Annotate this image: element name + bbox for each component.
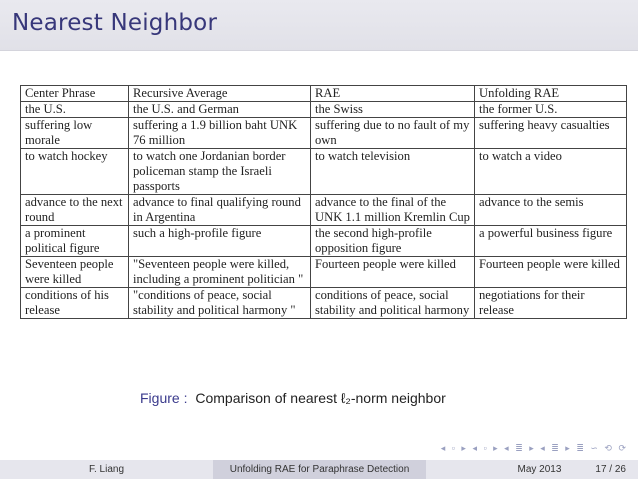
footer-date-page bbox=[426, 460, 638, 479]
table-cell: the U.S. bbox=[21, 102, 129, 118]
table-cell: Fourteen people were killed bbox=[475, 257, 627, 288]
table-cell: advance to the semis bbox=[475, 195, 627, 226]
table-header-row bbox=[21, 86, 627, 102]
table-row bbox=[21, 288, 627, 319]
table-cell: advance to final qualifying round in Argentina bbox=[129, 195, 311, 226]
table-row bbox=[21, 149, 627, 195]
table-cell: the U.S. and German bbox=[129, 102, 311, 118]
table-cell: to watch one Jordanian border policeman stamp the Israeli passports bbox=[129, 149, 311, 195]
footer-date: May 2013 bbox=[517, 464, 562, 475]
footer-author: F. Liang bbox=[0, 460, 213, 479]
table-cell: a powerful business figure bbox=[475, 226, 627, 257]
table-cell: conditions of peace, social stability and political harmony bbox=[311, 288, 475, 319]
beamer-navigation-symbols[interactable]: ◂ ▫ ▸ ◂ ▫ ▸ ◂ ≣ ▸ ◂ ≣ ▸ ≣ ∽ ⟲ ⟳ bbox=[440, 443, 628, 453]
table-row bbox=[21, 195, 627, 226]
header-center-phrase: Center Phrase bbox=[21, 86, 129, 102]
table-cell: a prominent political figure bbox=[21, 226, 129, 257]
table-cell: advance to the next round bbox=[21, 195, 129, 226]
table-cell: the former U.S. bbox=[475, 102, 627, 118]
table-cell: suffering heavy casualties bbox=[475, 118, 627, 149]
table-cell: such a high-profile figure bbox=[129, 226, 311, 257]
table-cell: advance to the final of the UNK 1.1 million Kremlin Cup bbox=[311, 195, 475, 226]
table-row bbox=[21, 102, 627, 118]
header-recursive-average: Recursive Average bbox=[129, 86, 311, 102]
table-row bbox=[21, 257, 627, 288]
table-cell: negotiations for their release bbox=[475, 288, 627, 319]
comparison-table-container bbox=[20, 85, 626, 319]
header-unfolding-rae: Unfolding RAE bbox=[475, 86, 627, 102]
title-bar bbox=[0, 0, 638, 51]
table-cell: the second high-profile opposition figure bbox=[311, 226, 475, 257]
table-cell: suffering due to no fault of my own bbox=[311, 118, 475, 149]
footer-bar bbox=[0, 460, 638, 479]
table-row bbox=[21, 118, 627, 149]
table-cell: to watch television bbox=[311, 149, 475, 195]
figure-caption bbox=[140, 390, 446, 406]
caption-text: Comparison of nearest ℓ₂-norm neighbor bbox=[195, 390, 446, 406]
comparison-table bbox=[20, 85, 627, 319]
table-cell: "conditions of peace, social stability and political harmony " bbox=[129, 288, 311, 319]
table-cell: Fourteen people were killed bbox=[311, 257, 475, 288]
table-cell: conditions of his release bbox=[21, 288, 129, 319]
table-cell: the Swiss bbox=[311, 102, 475, 118]
table-cell: "Seventeen people were killed, including a prominent politician " bbox=[129, 257, 311, 288]
table-cell: to watch a video bbox=[475, 149, 627, 195]
table-cell: suffering low morale bbox=[21, 118, 129, 149]
table-cell: suffering a 1.9 billion baht UNK 76 million bbox=[129, 118, 311, 149]
table-row bbox=[21, 226, 627, 257]
caption-label: Figure : bbox=[140, 390, 188, 406]
table-cell: to watch hockey bbox=[21, 149, 129, 195]
table-cell: Seventeen people were killed bbox=[21, 257, 129, 288]
footer-talk-title: Unfolding RAE for Paraphrase Detection bbox=[213, 460, 426, 479]
footer-page-number: 17 / 26 bbox=[595, 464, 626, 475]
slide-title: Nearest Neighbor bbox=[12, 10, 218, 36]
header-rae: RAE bbox=[311, 86, 475, 102]
